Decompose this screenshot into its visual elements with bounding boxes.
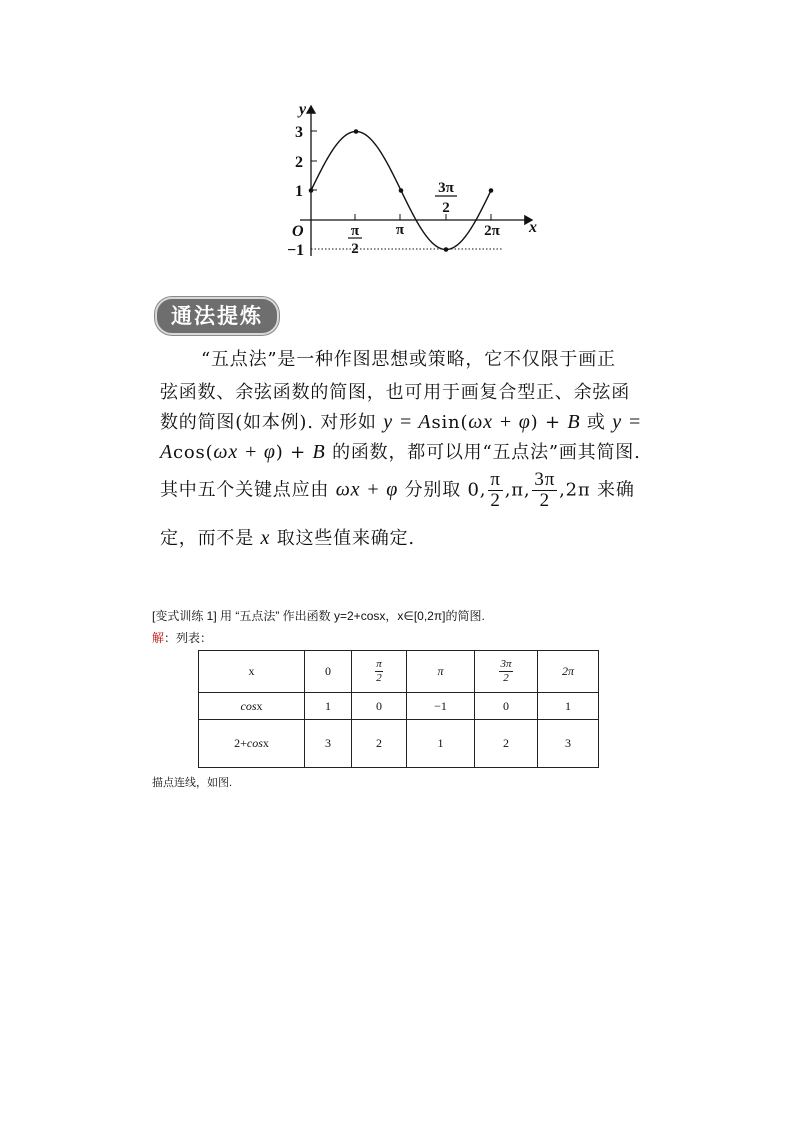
fraction-denominator: 2: [503, 672, 509, 684]
x-tick-two-pi: 2π: [484, 223, 500, 239]
method-summary-badge: 通法提炼: [155, 297, 279, 335]
key-point: [444, 247, 449, 252]
table-header-cell: [199, 720, 305, 768]
key-point: [489, 188, 494, 193]
text-run: ,π,: [504, 479, 531, 501]
table-cell: π: [407, 651, 475, 693]
table-header-cell: [199, 693, 305, 720]
key-point: [309, 188, 314, 193]
text-run: ) +: [530, 412, 568, 433]
table-cell: 0: [475, 693, 538, 720]
formula-run: A: [160, 441, 174, 463]
table-cell: [475, 651, 538, 693]
table-row: [199, 720, 599, 768]
formula-run: ωx + φ: [335, 478, 399, 501]
y-tick-1: 1: [295, 183, 303, 200]
exercise-title: [变式训练 1] 用 “五点法” 作出函数 y=2+cosx，x∈[0,2π]的简图.: [152, 609, 485, 623]
fraction-numerator: 3π: [534, 469, 556, 490]
cell-text: cos: [240, 698, 257, 713]
fraction-numerator: π: [376, 658, 382, 670]
x-tick-pi: π: [395, 222, 405, 238]
x-tick-pi-half-den: 2: [351, 241, 359, 257]
table-cell: 3: [305, 720, 352, 768]
function-graph: [270, 96, 550, 266]
formula-run: ωx + φ: [213, 441, 276, 463]
text-run: 取这些值来确定.: [270, 528, 415, 549]
paragraph-line-2: 弦函数、余弦函数的简图，也可用于画复合型正、余弦函: [160, 382, 630, 403]
table-cell: 2: [352, 720, 407, 768]
formula-run: ωx + φ: [468, 411, 531, 433]
solution-line: [152, 629, 212, 646]
y-axis-label: y: [299, 101, 307, 118]
formula-run: y =: [612, 411, 643, 433]
table-cell: [352, 651, 407, 693]
table-cell: 0: [352, 693, 407, 720]
fraction-denominator: 2: [490, 490, 501, 511]
paragraph-line-6: [160, 524, 705, 550]
paragraph-line-5: [160, 470, 705, 511]
text-run: 定，而不是: [160, 528, 261, 549]
formula-run: y = A: [383, 411, 432, 433]
text-run: 或: [580, 412, 613, 433]
fraction-numerator: 3π: [500, 658, 512, 670]
x-tick-three-pi-half-num: 3π: [438, 180, 454, 196]
x-tick-pi-half-num: π: [350, 223, 360, 239]
table-cell: 2π: [538, 651, 599, 693]
origin-label: O: [292, 223, 304, 240]
paragraph-line-3: [160, 408, 705, 434]
formula-run: x: [260, 527, 271, 549]
cell-text: 2+: [234, 736, 247, 750]
y-tick-neg1: −1: [287, 242, 305, 259]
table-fraction: [375, 658, 383, 685]
key-point: [399, 188, 404, 193]
table-cell: 3: [538, 720, 599, 768]
cell-text: x: [256, 698, 263, 713]
paragraph-line-1: “五点法”是一种作图思想或策略，它不仅限于画正: [201, 349, 616, 370]
fraction-denominator: 2: [539, 490, 550, 511]
fraction-three-pi-half: [532, 470, 557, 511]
text-run: 数的简图(如本例). 对形如: [160, 412, 384, 433]
solution-label: 解: [152, 631, 165, 645]
text-run: 其中五个关键点应由: [160, 479, 336, 501]
key-point: [354, 129, 359, 134]
y-tick-2: 2: [295, 154, 303, 171]
table-cell: 1: [538, 693, 599, 720]
formula-run: B: [567, 411, 581, 433]
exercise-footer: 描点连线，如图.: [152, 777, 233, 789]
formula-run: B: [312, 441, 326, 463]
table-row: [199, 651, 599, 693]
values-table: [198, 650, 599, 768]
text-run: ) +: [275, 442, 313, 463]
fraction-denominator: 2: [376, 672, 382, 684]
y-tick-3: 3: [295, 124, 303, 141]
table-cell: 1: [407, 720, 475, 768]
paragraph-line-4: [160, 438, 705, 464]
table-fraction: [499, 658, 512, 685]
fraction-pi-half: [488, 470, 502, 511]
text-run: sin(: [431, 412, 469, 433]
text-run: ,2π 来确: [559, 479, 635, 501]
x-tick-three-pi-half-den: 2: [442, 200, 450, 216]
table-cell: 2: [475, 720, 538, 768]
table-cell: 0: [305, 651, 352, 693]
text-run: 分别取 0,: [398, 479, 487, 501]
fraction-numerator: π: [490, 469, 501, 490]
cell-text: cos: [246, 736, 263, 750]
text-run: cos(: [173, 442, 214, 463]
table-cell: 1: [305, 693, 352, 720]
table-cell: −1: [407, 693, 475, 720]
cell-text: x: [262, 736, 269, 750]
table-header-cell: x: [199, 651, 305, 693]
table-row: [199, 693, 599, 720]
x-axis-label: x: [529, 219, 537, 236]
text-run: 的函数，都可以用“五点法”画其简图.: [325, 442, 641, 463]
solution-text: ：列表：: [164, 631, 213, 645]
